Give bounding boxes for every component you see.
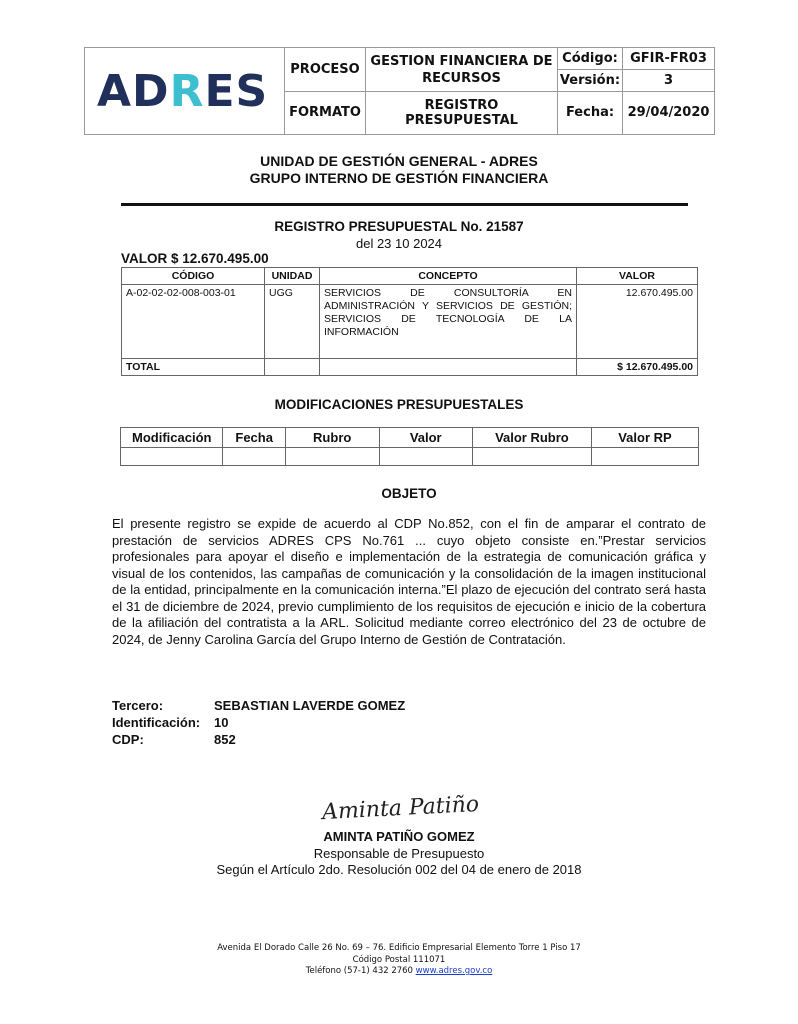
org-line-1: UNIDAD DE GESTIÓN GENERAL - ADRES: [260, 153, 538, 169]
registro-title: REGISTRO PRESUPUESTAL No. 21587: [274, 219, 524, 234]
budget-table: [121, 267, 698, 376]
mod-cell: [223, 448, 285, 466]
footer-website-link[interactable]: www.adres.gov.co: [415, 966, 493, 976]
row-unidad: UGG: [265, 285, 320, 359]
objeto-text: El presente registro se expide de acuerdo al CDP No.852, con el fin de amparar el contrato de prestación de servicios ADRES CPS No.761 ... cuyo objeto consiste en.”Prestar servicios profesionales para apoyar el diseño e implementación de la estrategia de comunicación gráfica y visual de los contenidos, las campañas de comunicación y la consolidación de la imagen institucional de la entidad, principalmente en la comunicación interna.”El plazo de ejecución del contrato será hasta el 31 de diciembre de 2024, previo cumplimiento de los requisitos de ejecución e inicio de la cobertura de la afiliación del contratista a la ARL. Solicitud mediante correo electrónico del 23 de octubre de 2024, de Jenny Carolina García del Grupo Interno de Gestión de Contratación.: [112, 516, 706, 647]
codigo-value: GFIR-FR03: [622, 48, 714, 69]
document-header: [84, 47, 715, 135]
fecha-value: 29/04/2020: [622, 91, 714, 134]
mod-cell: [379, 448, 472, 466]
col-concepto: CONCEPTO: [320, 268, 577, 285]
total-empty: [265, 359, 320, 376]
total-row: [122, 359, 698, 376]
mod-col: Valor: [379, 428, 472, 448]
mod-col: Fecha: [223, 428, 285, 448]
row-codigo: A-02-02-02-008-003-01: [122, 285, 265, 359]
footer-contact: [0, 966, 798, 976]
tercero-label: Tercero:: [112, 698, 164, 713]
formato-label: FORMATO: [284, 91, 365, 134]
tercero-value: SEBASTIAN LAVERDE GOMEZ: [214, 698, 406, 713]
signer-role: Responsable de Presupuesto: [313, 846, 485, 861]
header-divider: [284, 91, 715, 92]
total-label: TOTAL: [122, 359, 265, 376]
mod-col: Valor RP: [591, 428, 698, 448]
codigo-label: Código:: [557, 48, 622, 69]
row-valor: 12.670.495.00: [577, 285, 698, 359]
total-value: $ 12.670.495.00: [577, 359, 698, 376]
identificacion-label: Identificación:: [112, 715, 201, 730]
table-row: [122, 285, 698, 359]
signer-name: AMINTA PATIÑO GOMEZ: [323, 829, 475, 844]
modificaciones-table: [120, 427, 699, 466]
tercero-block: [112, 697, 405, 748]
footer-postal: Código Postal 111071: [352, 955, 446, 965]
proceso-label: PROCESO: [284, 48, 365, 91]
table-row: [121, 448, 699, 466]
handwritten-signature: Aminta Patiño: [321, 791, 480, 826]
proceso-value: GESTION FINANCIERA DE RECURSOS: [365, 48, 557, 91]
mods-header: [121, 428, 699, 448]
mod-col: Modificación: [121, 428, 223, 448]
header-divider-small: [622, 69, 715, 70]
col-valor: VALOR: [577, 268, 698, 285]
mod-col: Rubro: [285, 428, 379, 448]
header-divider-small: [557, 69, 622, 70]
org-line-2: GRUPO INTERNO DE GESTIÓN FINANCIERA: [249, 170, 549, 186]
footer-phone: Teléfono (57-1) 432 2760: [305, 966, 413, 976]
adres-logo: ADRES: [97, 66, 269, 117]
mod-cell: [472, 448, 591, 466]
budget-table-header: [122, 268, 698, 285]
version-value: 3: [622, 69, 714, 91]
org-title: [0, 153, 798, 187]
version-label: Versión:: [557, 69, 622, 91]
modificaciones-title: MODIFICACIONES PRESUPUESTALES: [274, 397, 524, 412]
row-concepto: SERVICIOS DE CONSULTORÍA EN ADMINISTRACIÓN Y SERVICIOS DE GESTIÓN; SERVICIOS DE TECNOLOGÍA DE LA INFORMACIÓN: [320, 285, 577, 359]
total-empty: [320, 359, 577, 376]
registro-date: del 23 10 2024: [355, 236, 443, 251]
mod-col: Valor Rubro: [472, 428, 591, 448]
fecha-label: Fecha:: [557, 91, 622, 134]
mod-cell: [121, 448, 223, 466]
signer-basis: Según el Artículo 2do. Resolución 002 del 04 de enero de 2018: [216, 862, 582, 877]
cdp-label: CDP:: [112, 732, 144, 747]
identificacion-value: 10: [214, 715, 229, 730]
formato-value: REGISTRO PRESUPUESTAL: [365, 91, 557, 134]
col-codigo: CÓDIGO: [122, 268, 265, 285]
col-unidad: UNIDAD: [265, 268, 320, 285]
footer-address: Avenida El Dorado Calle 26 No. 69 – 76. Edificio Empresarial Elemento Torre 1 Piso 17: [217, 943, 581, 953]
title-rule: [121, 203, 688, 206]
objeto-title: OBJETO: [381, 486, 437, 501]
mod-cell: [285, 448, 379, 466]
mod-cell: [591, 448, 698, 466]
cdp-value: 852: [214, 732, 236, 747]
registro-valor: VALOR $ 12.670.495.00: [121, 251, 269, 266]
